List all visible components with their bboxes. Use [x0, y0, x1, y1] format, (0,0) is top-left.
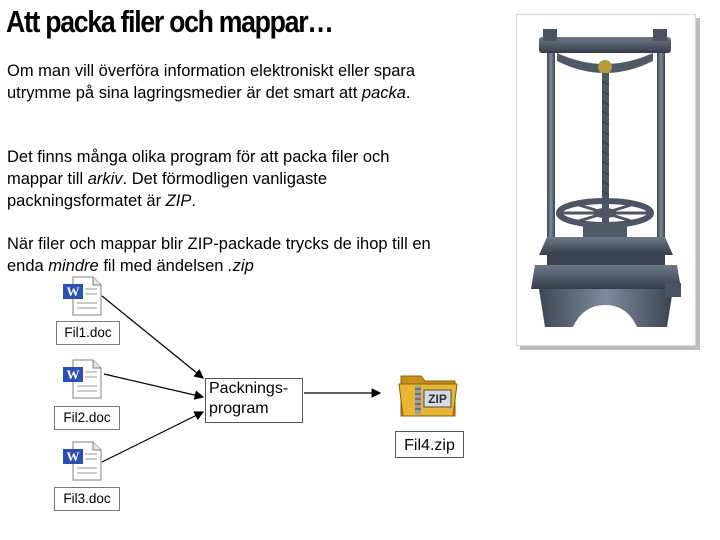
packing-program-box	[205, 378, 303, 423]
word-document-icon[interactable]	[61, 440, 103, 482]
paragraph-programs-text: Det finns många olika program för att packa filer och mappar till	[7, 148, 390, 188]
emphasis-packa: packa	[361, 84, 406, 102]
paragraph-programs-end: .	[191, 192, 196, 210]
zip-archive-icon[interactable]	[397, 366, 459, 420]
file-label-1[interactable]: Fil1.doc	[56, 321, 120, 345]
zip-file-label[interactable]: Fil4.zip	[395, 431, 464, 458]
emphasis-mindre: mindre	[48, 257, 99, 275]
paragraph-zip-text: När filer och mappar blir ZIP-packade trycks de ihop till en enda	[7, 235, 431, 275]
emphasis-zip: ZIP	[165, 192, 192, 210]
paragraph-zip-middle: fil med ändelsen	[98, 257, 229, 275]
svg-text:W: W	[66, 367, 80, 382]
file-label-3[interactable]: Fil3.doc	[54, 487, 120, 511]
paragraph-intro-end: .	[405, 84, 411, 102]
svg-text:ZIP: ZIP	[428, 392, 447, 406]
page-title: Att packa filer och mappar…	[6, 4, 333, 39]
svg-text:W: W	[66, 284, 80, 299]
emphasis-zip-extension: .zip	[228, 257, 254, 275]
packing-program-line1: Packnings-	[209, 380, 289, 397]
svg-text:W: W	[66, 449, 80, 464]
paragraph-programs-middle: . Det förmodligen vanligaste packningsformatet är	[7, 170, 328, 210]
word-document-icon[interactable]	[61, 358, 103, 400]
arrow-file2-to-packer	[104, 374, 203, 397]
word-document-icon[interactable]	[61, 275, 103, 317]
file-label-2[interactable]: Fil2.doc	[54, 406, 120, 430]
packing-program-line2: program	[209, 400, 269, 417]
paragraph-intro-text: Om man vill överföra information elektroniskt eller spara utrymme på sina lagringsmedier är det smart att	[7, 62, 416, 102]
emphasis-arkiv: arkiv	[87, 170, 123, 188]
